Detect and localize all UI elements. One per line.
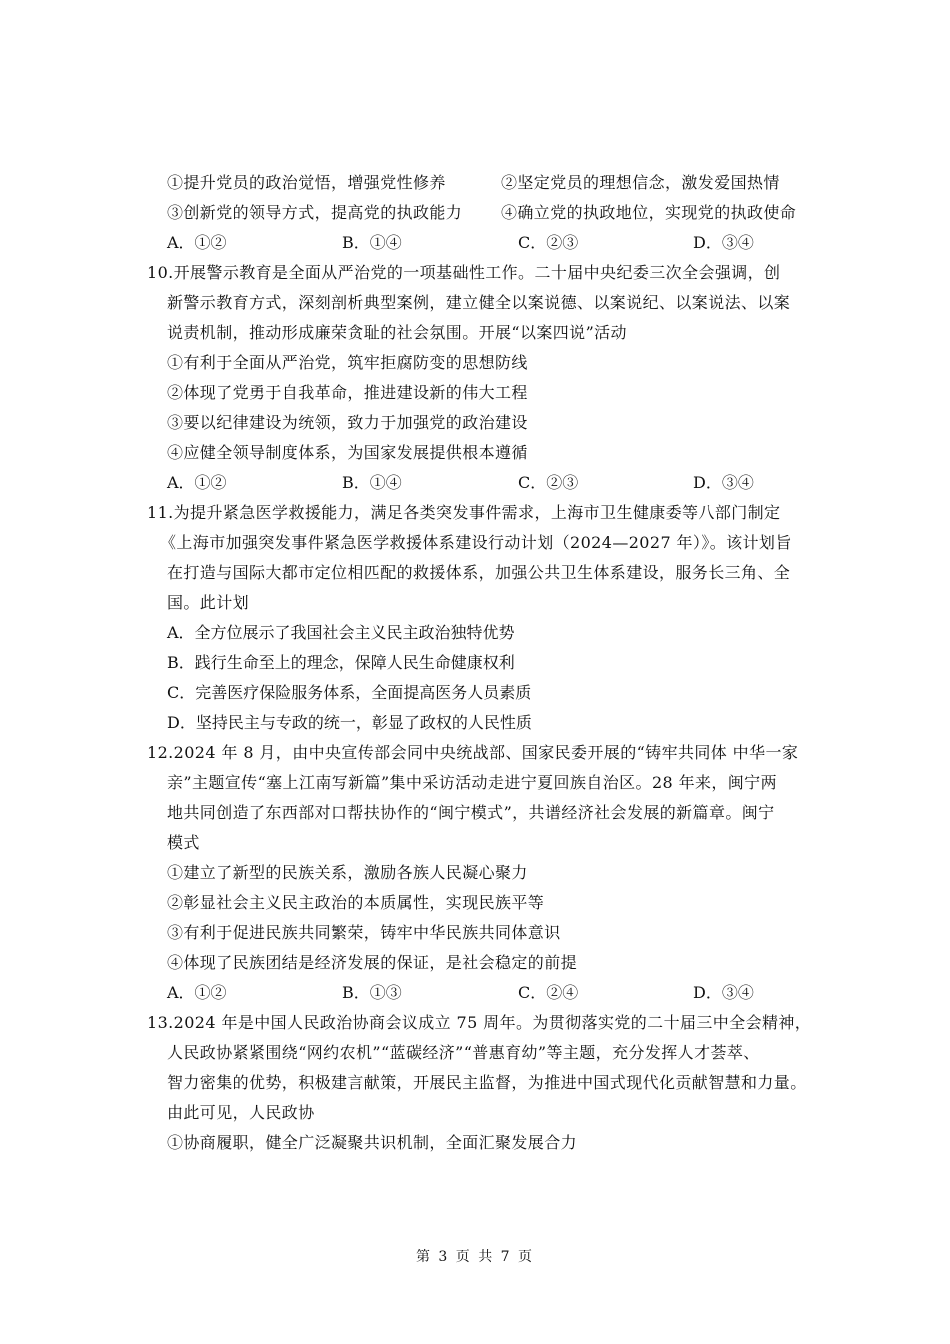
q9-option-c: C．②③ [518, 233, 579, 252]
q11-stem-line-1: 11.为提升紧急医学救援能力，满足各类突发事件需求，上海市卫生健康委等八部门制定 [147, 503, 781, 522]
q11-option-b: B．践行生命至上的理念，保障人民生命健康权利 [167, 653, 515, 672]
q9-option-d: D．③④ [693, 233, 754, 252]
q10-option-d: D．③④ [693, 473, 754, 492]
q11-stem-line-2: 《上海市加强突发事件紧急医学救援体系建设行动计划（2024—2027 年）》。该计划旨 [160, 533, 792, 552]
q10-option-c: C．②③ [518, 473, 579, 492]
q13-stem-line-3: 智力密集的优势，积极建言献策，开展民主监督，为推进中国式现代化贡献智慧和力量。 [167, 1073, 807, 1092]
q9-item-3: ③创新党的领导方式，提高党的执政能力 [167, 203, 463, 222]
q9-option-b: B．①④ [342, 233, 402, 252]
q11-option-a: A．全方位展示了我国社会主义民主政治独特优势 [167, 623, 515, 642]
q12-stem-line-3: 地共同创造了东西部对口帮扶协作的“闽宁模式”，共谱经济社会发展的新篇章。闽宁 [167, 803, 775, 822]
q13-stem-line-2: 人民政协紧紧围绕“网约农机”“蓝碳经济”“普惠育幼”等主题，充分发挥人才荟萃、 [167, 1043, 760, 1062]
q10-option-b: B．①④ [342, 473, 402, 492]
q10-option-a: A．①② [167, 473, 227, 492]
q10-stem-line-1: 10.开展警示教育是全面从严治党的一项基础性工作。二十届中央纪委三次全会强调，创 [147, 263, 781, 282]
q13-item-1: ①协商履职，健全广泛凝聚共识机制，全面汇聚发展合力 [167, 1133, 578, 1152]
q11-option-d: D．坚持民主与专政的统一，彰显了政权的人民性质 [167, 713, 532, 732]
q12-option-b: B．①③ [342, 983, 402, 1002]
q11-stem-line-4: 国。此计划 [167, 593, 250, 612]
q9-item-1: ①提升党员的政治觉悟，增强党性修养 [167, 173, 446, 192]
q9-option-a: A．①② [167, 233, 227, 252]
q12-stem-line-1: 12.2024 年 8 月，由中央宣传部会同中央统战部、国家民委开展的“铸牢共同体 中华一家 [147, 743, 799, 762]
q12-stem-line-4: 模式 [167, 833, 200, 852]
q9-item-4: ④确立党的执政地位，实现党的执政使命 [501, 203, 797, 222]
q12-item-2: ②彰显社会主义民主政治的本质属性，实现民族平等 [167, 893, 545, 912]
q12-item-4: ④体现了民族团结是经济发展的保证，是社会稳定的前提 [167, 953, 578, 972]
q10-stem-line-3: 说责机制，推动形成廉荣贪耻的社会氛围。开展“以案四说”活动 [167, 323, 627, 342]
page-number-footer: 第 3 页 共 7 页 [415, 1249, 535, 1265]
q12-item-1: ①建立了新型的民族关系，激励各族人民凝心聚力 [167, 863, 528, 882]
q13-stem-line-4: 由此可见，人民政协 [167, 1103, 315, 1122]
q12-item-3: ③有利于促进民族共同繁荣，铸牢中华民族共同体意识 [167, 923, 561, 942]
q12-stem-line-2: 亲”主题宣传“塞上江南写新篇”集中采访活动走进宁夏回族自治区。28 年来，闽宁两 [167, 773, 777, 792]
q11-option-c: C．完善医疗保险服务体系，全面提高医务人员素质 [167, 683, 532, 702]
q10-item-1: ①有利于全面从严治党，筑牢拒腐防变的思想防线 [167, 353, 528, 372]
q10-item-4: ④应健全领导制度体系，为国家发展提供根本遵循 [167, 443, 528, 462]
q10-item-3: ③要以纪律建设为统领，致力于加强党的政治建设 [167, 413, 528, 432]
q12-option-a: A．①② [167, 983, 227, 1002]
q11-stem-line-3: 在打造与国际大都市定位相匹配的救援体系，加强公共卫生体系建设，服务长三角、全 [167, 563, 791, 582]
q12-option-d: D．③④ [693, 983, 754, 1002]
q10-stem-line-2: 新警示教育方式，深刻剖析典型案例，建立健全以案说德、以案说纪、以案说法、以案 [167, 293, 791, 312]
q13-stem-line-1: 13.2024 年是中国人民政治协商会议成立 75 周年。为贯彻落实党的二十届三中全会精神， [147, 1013, 812, 1032]
q12-option-c: C．②④ [518, 983, 579, 1002]
q9-item-2: ②坚定党员的理想信念，激发爱国热情 [501, 173, 780, 192]
q10-item-2: ②体现了党勇于自我革命，推进建设新的伟大工程 [167, 383, 528, 402]
